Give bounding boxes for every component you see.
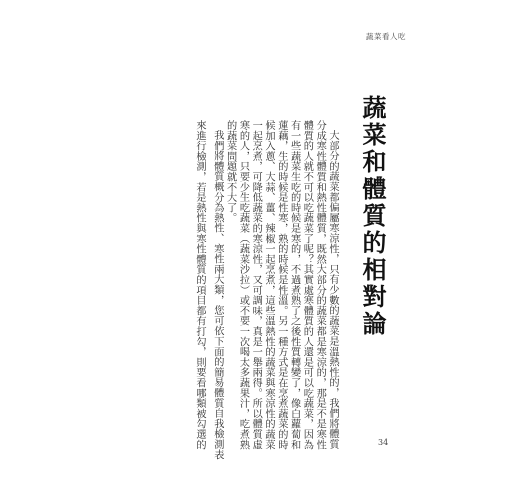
page-number: 34 xyxy=(378,438,389,447)
chapter-title: 蔬菜和體質的相對論 xyxy=(358,95,387,338)
text-column: 寒的人，只要少生吃蔬菜（蔬菜沙拉）或不要一次喝太多蔬果汁，吃煮熟 xyxy=(237,120,249,450)
text-column: 體質的人就不可以吃蔬菜了呢？其實處寒體質的人還是可以吃蔬菜，因為 xyxy=(301,120,313,450)
text-column: 大部分的蔬菜都偏屬寒涼性，只有少數的蔬菜是溫熱性的，我們將體質 xyxy=(327,130,338,450)
text-column: 來進行檢測，若是熱性與寒性體質的項目都有打勾，則要看哪類被勾選的 xyxy=(194,120,206,450)
text-column: 分成寒性體質和熱性體質，既然大部分的蔬菜都是寒涼的，那是不是寒性 xyxy=(314,120,326,450)
text-column: 候加入蔥、大蒜、薑、辣椒一起烹煮，這些溫熱性的蔬菜與寒涼性的蔬菜 xyxy=(263,120,275,450)
text-column: 一起烹煮，可降低蔬菜的寒涼性，又可調味，真是一舉兩得。所以體質虛 xyxy=(250,120,262,450)
text-column: 有一些蔬菜生吃的時候是寒的，不過煮熟了之後性質轉變了，像白蘿蔔和 xyxy=(288,120,300,450)
body-text xyxy=(138,120,338,460)
running-head: 蔬菜看人吃 xyxy=(366,32,406,41)
text-column: 我們將體質概分為熱性、寒性兩大類，您可依下面的簡易體質自我檢測表 xyxy=(211,130,223,460)
text-column: 的蔬菜問題就不大了。 xyxy=(224,120,236,223)
text-column: 蓮藕，生的時候是性寒，熟的時候是性溫。另一種方式是在烹煮蔬菜的時 xyxy=(275,120,287,450)
